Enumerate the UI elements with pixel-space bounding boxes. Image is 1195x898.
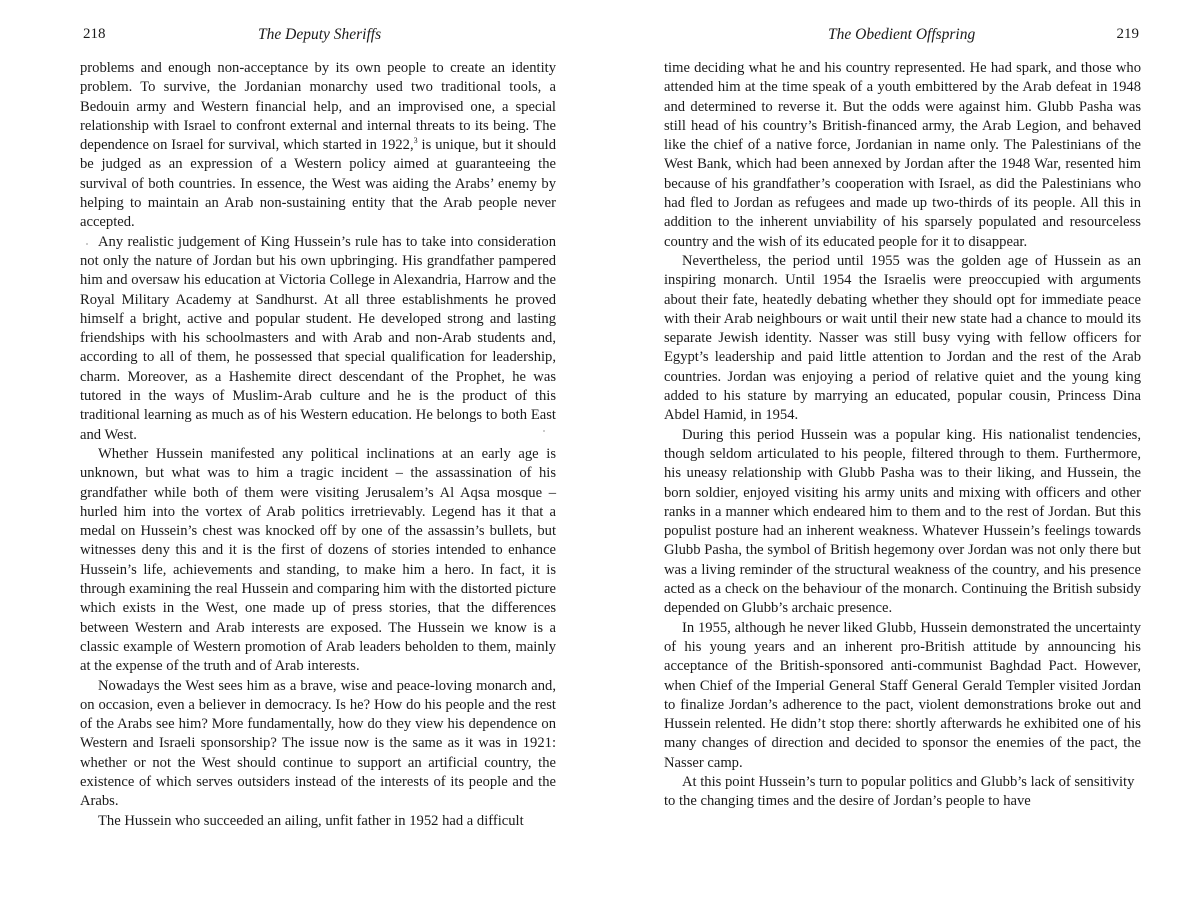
paragraph-text: problems and enough non-acceptance by its own people to create an identity problem. To survive, the Jordanian monarchy used two traditional tools, a Bedouin army and Western financial help, and an improvised one, a special relationship with Israel to confront external and internal threats to its being. The dependence on Israel for survival, which started in 1922,: [80, 60, 556, 154]
right-page: [664, 0, 1141, 812]
paragraph: [80, 59, 556, 233]
paragraph: Nowadays the West sees him as a brave, wise and peace-loving monarch and, on occasion, even a believer in democracy. Is he? How do his people and the rest of the Arabs see him? More fundamentally, how do they view his dependence on Western and Israeli sponsorship? The issue now is the same as it was in 1921: whether or not the West should continue to support an artificial country, the existence of which serves outsiders instead of the interests of its people and the Arabs.: [80, 677, 556, 810]
paragraph: Nevertheless, the period until 1955 was the golden age of Hussein as an inspiring monarch. Until 1954 the Israelis were preoccupied with arguments about their fate, heatedly debating whether they should opt for immediate peace with their Arab neighbours or wait until their new state had a chance to mould its separate Jewish identity. Nasser was still busy vying with fellow officers for Egypt’s leadership and paid little attention to Jordan and the rest of the Arab countries. Jordan was enjoying a period of relative quiet and the young king added to his stature by marrying an educated, popular cousin, Princess Dina Abdel Hamid, in 1954.: [664, 252, 1141, 424]
left-page: [80, 0, 556, 831]
footnote-marker: 3: [413, 136, 418, 146]
page-number: 218: [83, 26, 106, 42]
page-number: 219: [1116, 26, 1139, 42]
paragraph: Whether Hussein manifested any political inclinations at an early age is unknown, but what was to him a tragic incident – the assassination of his grandfather while both of them were visiting Jerusalem’s Al Aqsa mosque – hurled him into the vortex of Arab politics irretrievably. Legend has it that a medal on Hussein’s chest was knocked off by one of the assassin’s bullets, but witnesses deny this and it is the first of dozens of stories intended to enhance Hussein’s life, achievements and standing, to make him a hero. In fact, it is through examining the real Hussein and comparing him with the distorted picture which exists in the West, one made up of press stories, that the differences between Western and Arab interests are exposed. The Hussein we know is a classic example of Western promotion of Arab leaders beholden to them, mainly at the expense of the truth and of Arab interests.: [80, 445, 556, 675]
left-page-body: [80, 59, 556, 831]
left-page-header: [80, 26, 556, 56]
running-head: The Obedient Offspring: [828, 26, 976, 43]
paragraph: The Hussein who succeeded an ailing, unfit father in 1952 had a difficult: [98, 812, 524, 829]
paragraph: Any realistic judgement of King Hussein’s rule has to take into consideration not only the nature of Jordan but his own upbringing. His grandfather pampered him and oversaw his education at Victoria College in Alexandria, Harrow and the Royal Military Academy at Sandhurst. At all three establishments he proved himself a bright, active and popular student. He developed strong and lasting friendships with his schoolmasters and with Arab and non-Arab students and, according to all of them, he possessed that special qualification for leadership, charm. Moreover, as a Hashemite direct descendant of the Prophet, he was tutored in the ways of Muslim-Arab culture and he is the product of this traditional learning as much as of his Western education. He belongs to both East and West.: [80, 233, 556, 443]
running-head: The Deputy Sheriffs: [258, 26, 382, 43]
right-page-body: [664, 59, 1141, 812]
paragraph: time deciding what he and his country represented. He had spark, and those who attended him at the time speak of a youth embittered by the Arab defeat in 1948 and determined to reverse it. But the odds were against him. Glubb Pasha was still head of his country’s British-financed army, the Arab Legion, and behaved like the chief of a native force, Jordanian in name only. The Palestinians of the West Bank, which had been annexed by Jordan after the 1948 War, resented him because of his grandfather’s cooperation with Israel, as did the Palestinians who had fled to Jordan as refugees and made up two-thirds of its people. All this in addition to the inherent unviability of his sparsely populated and resourceless country and the wish of its educated people for it to disappear.: [664, 60, 1141, 250]
paragraph: In 1955, although he never liked Glubb, Hussein demonstrated the uncertainty of his young years and an inherent pro-British attitude by announcing his acceptance of the British-sponsored anti-communist Baghdad Pact. However, when Chief of the Imperial General Staff General Gerald Templer visited Jordan to finalize Jordan’s adherence to the pact, violent demonstrations broke out and Hussein relented. He didn’t stop there: shortly afterwards he exhibited one of his many changes of direction and decided to sponsor the enemies of the pact, the Nasser camp.: [664, 619, 1141, 771]
right-page-header: [664, 26, 1141, 56]
paragraph: At this point Hussein’s turn to popular politics and Glubb’s lack of sensitivity to the changing times and the desire of Jordan’s people to have: [664, 773, 1135, 810]
scan-speck: [543, 430, 545, 432]
paragraph: During this period Hussein was a popular king. His nationalist tendencies, though seldom articulated to his people, filtered through to them. Furthermore, his uneasy relationship with Glubb Pasha was to their liking, and Hussein, the born soldier, enjoyed visiting his army units and mixing with officers and other ranks in a manner which endeared him to them and to the rest of Jordan. But this populist posture had an inherent weakness. Whatever Hussein’s feelings towards Glubb Pasha, the symbol of British hegemony over Jordan was not only there but was a living reminder of the structural weakness of the country, and his presence acted as a check on the behaviour of the monarch. Continuing the British subsidy depended on Glubb’s archaic presence.: [664, 426, 1141, 617]
paragraph-text: is unique, but it should be judged as an expression of a Western policy aimed at guaranteeing the survival of both countries. In essence, the West was aiding the Arabs’ enemy by helping to maintain an Arab non-sustaining entity that the Arab people never accepted.: [80, 137, 556, 231]
scan-speck: [86, 243, 88, 245]
